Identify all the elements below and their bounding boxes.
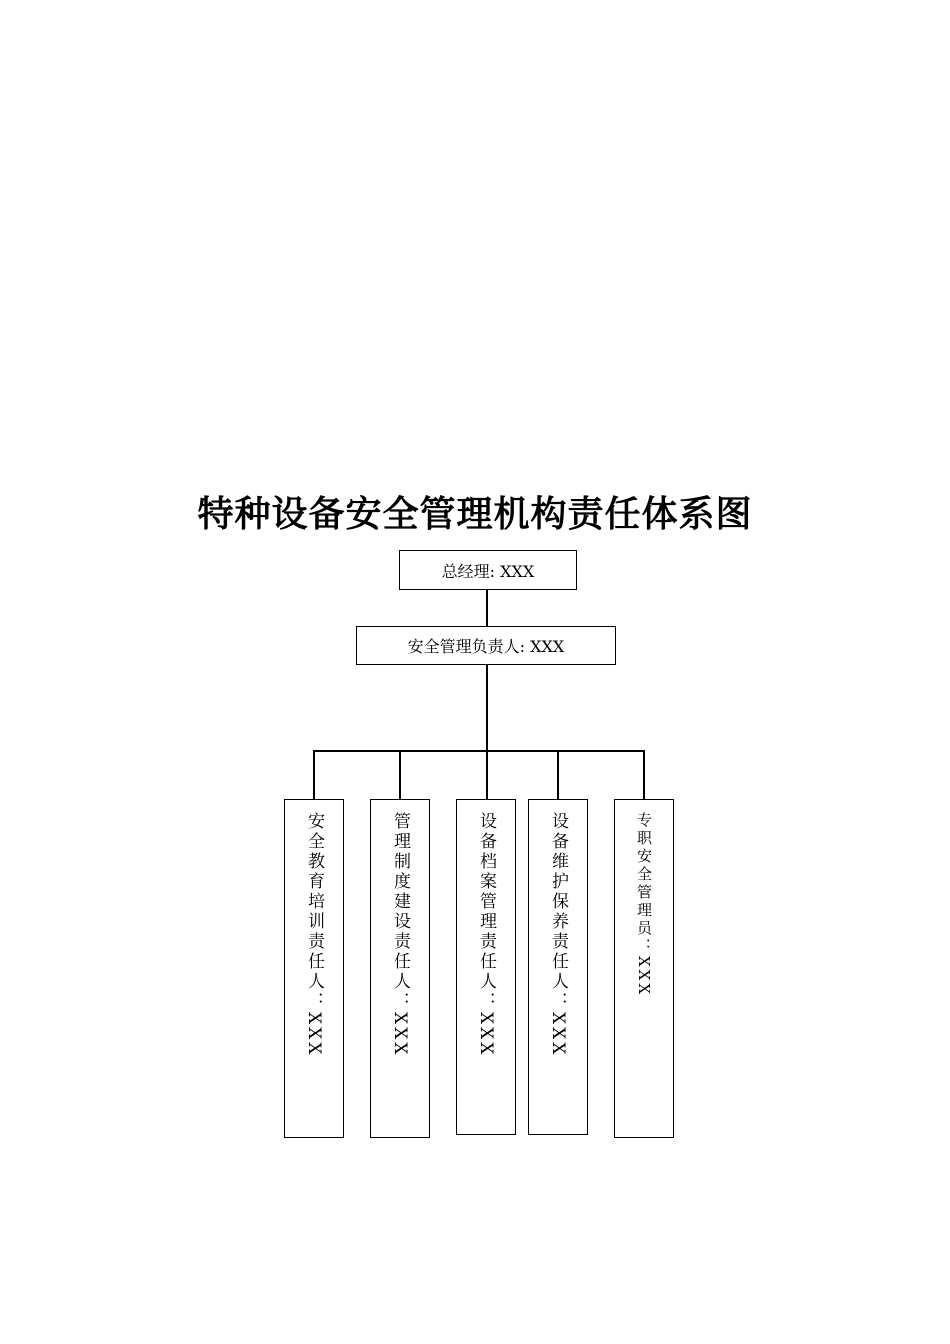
connector-line bbox=[486, 665, 488, 751]
node-equipment-maintenance-label: 设备维护保养责任人：XXX bbox=[548, 812, 568, 1058]
node-equipment-archive bbox=[456, 799, 516, 1135]
node-safety-officer bbox=[614, 799, 674, 1138]
node-safety-manager-label: 安全管理负责人: XXX bbox=[407, 637, 565, 656]
connector-bus bbox=[313, 750, 644, 752]
connector-line bbox=[313, 750, 315, 800]
node-safety-officer-label: 专职安全管理员：XXX bbox=[635, 812, 653, 998]
node-management-system-label: 管理制度建设责任人：XXX bbox=[390, 812, 410, 1058]
node-safety-education bbox=[284, 799, 344, 1138]
diagram-title: 特种设备安全管理机构责任体系图 bbox=[197, 493, 753, 535]
connector-line bbox=[399, 750, 401, 800]
connector-line bbox=[486, 750, 488, 800]
connector-line bbox=[643, 750, 645, 800]
connector-line bbox=[486, 590, 488, 626]
node-general-manager bbox=[399, 550, 577, 590]
node-equipment-maintenance bbox=[528, 799, 588, 1135]
node-management-system bbox=[370, 799, 430, 1138]
node-equipment-archive-label: 设备档案管理责任人：XXX bbox=[476, 812, 496, 1058]
node-safety-manager bbox=[356, 626, 616, 665]
node-safety-education-label: 安全教育培训责任人：XXX bbox=[304, 812, 324, 1058]
node-general-manager-label: 总经理: XXX bbox=[441, 561, 535, 581]
connector-line bbox=[557, 750, 559, 800]
